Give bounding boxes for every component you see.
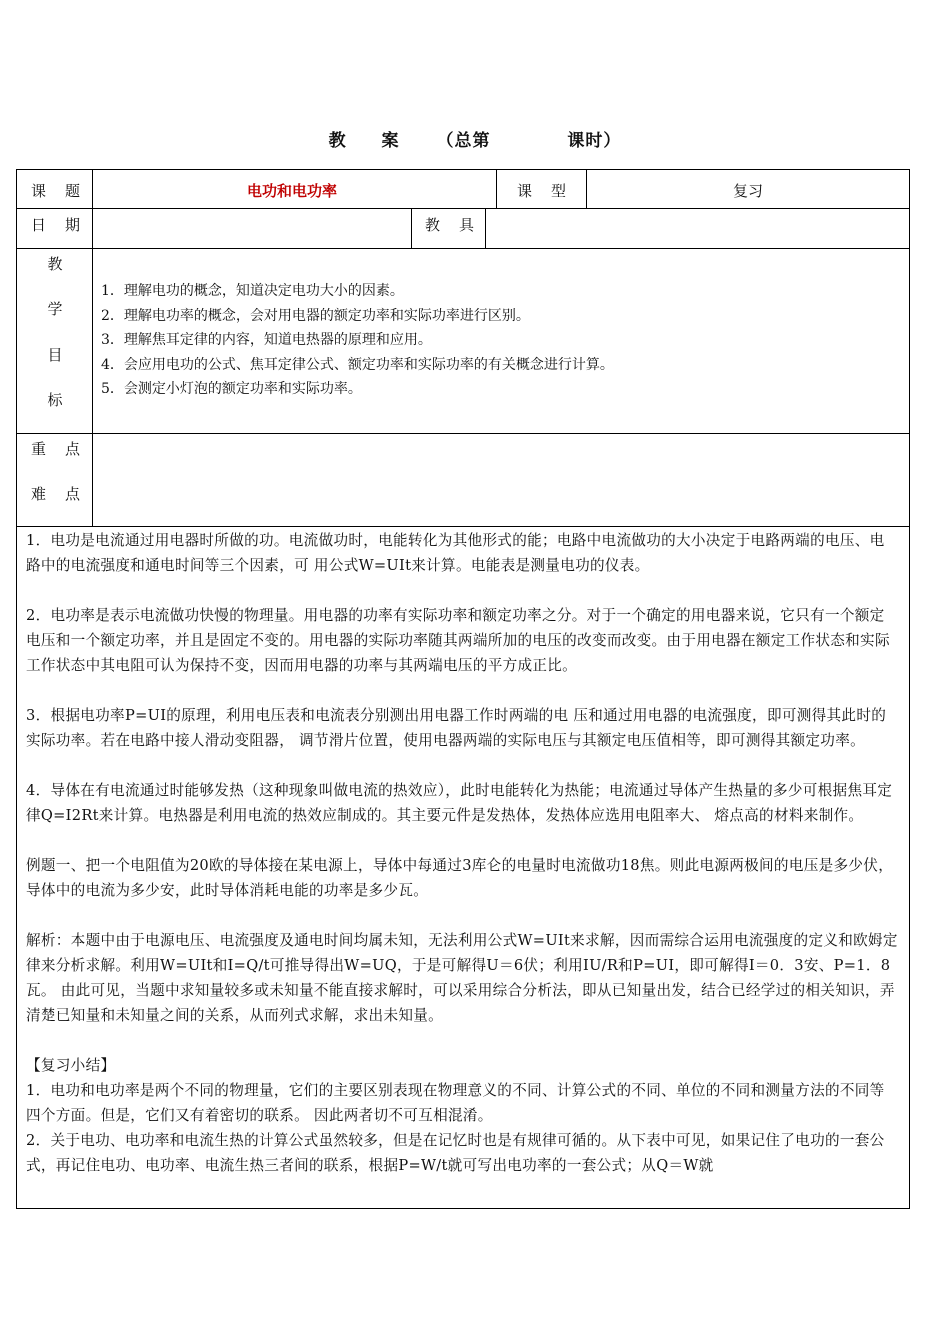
paragraph-joule-law: 4．导体在有电流通过时能够发热（这种现象叫做电流的热效应），此时电能转化为热能；电流通过导体产生热量的多少可根据焦耳定律Q=I2Rt来计算。电热器是利用电流的热效应制成的。其主要元件是发热体，发热体应选用电阻率大、 熔点高的材料来制作。 [26,782,893,824]
paragraph-example: 例题一、把一个电阻值为20欧的导体接在某电源上，导体中每通过3库仑的电量时电流做功18焦。则此电源两极间的电压是多少伏，导体中的电流为多少安，此时导体消耗电能的功率是多少瓦。 [26,857,894,899]
goal-label-2: 学 [47,300,63,318]
goal-item: 4．会应用电功的公式、焦耳定律公式、额定功率和实际功率的有关概念进行计算。 [101,356,614,373]
goal-item: 2．理解电功率的概念，会对用电器的额定功率和实际功率进行区别。 [101,307,530,324]
lesson-plan-table [16,169,910,1209]
row-goals [17,249,909,434]
content-body [26,528,898,1178]
title-an: 案 [381,131,400,151]
label-tools: 教 具 [425,216,477,234]
goal-label-4: 标 [47,391,63,409]
paragraph-electric-power: 2．电功率是表示电流做功快慢的物理量。用电器的功率有实际功率和额定功率之分。对于一个确定的用电器来说，它只有一个额定电压和一个额定功率，并且是固定不变的。用电器的实际功率随其两端所加的电压的改变而改变。由于用电器在额定工作状态和实际工作状态中其电阻可认为保持不变，因而用电器的功率与其两端电压的平方成正比。 [26,607,890,674]
goal-item: 3．理解焦耳定律的内容，知道电热器的原理和应用。 [101,332,432,348]
paragraph-electric-work: 1．电功是电流通过用电器时所做的功。电流做功时，电能转化为其他形式的能；电路中电流做功的大小决定于电路两端的电压、电路中的电流强度和通电时间等三个因素，可 用公式W=UIt来计算。电能表是测量电功的仪表。 [26,532,885,574]
summary-item-1: 1．电功和电功率是两个不同的物理量，它们的主要区别表现在物理意义的不同、计算公式的不同、单位的不同和测量方法的不同等四个方面。但是，它们又有着密切的联系。 因此两者切不可互相混淆。 [26,1082,885,1124]
row-subject [17,170,909,209]
label-date: 日 期 [31,216,83,234]
type-value: 复习 [733,182,764,200]
paragraph-measure-power: 3．根据电功率P=UI的原理，利用电压表和电流表分别测出用电器工作时两端的电 压和通过用电器的电流强度，即可测得其此时的实际功率。若在电路中接人滑动变阻器， 调节滑片位置，使用电器两端的实际电压与其额定电压值相等，即可测得其额定功率。 [26,707,887,749]
goal-label-1: 教 [47,255,63,273]
summary-heading: 【复习小结】 [26,1057,116,1074]
paragraph-analysis: 解析：本题中由于电源电压、电流强度及通电时间均属未知，无法利用公式W=UIt来求解，因而需综合运用电流强度的定义和欧姆定律来分析求解。利用W=UIt和I=Q/t可推导得出W=UQ，于是可解得U＝6伏；利用IU/R和P=UI，即可解得I＝0．3安、P=1．8瓦。 由此可见，当题中求知量较多或未知量不能直接求解时，可以采用综合分析法，即从已知量出发，结合已经学过的相关知识，弄清楚已知量和未知量之间的关系，从而列式求解，求出未知量。 [26,932,898,1024]
goal-item: 1．理解电功的概念，知道决定电功大小的因素。 [101,283,404,299]
document-title [0,126,950,151]
subject-title: 电功和电功率 [247,182,338,200]
label-difficulty: 难 点 [31,485,83,503]
summary-item-2: 2．关于电功、电功率和电流生热的计算公式虽然较多，但是在记忆时也是有规律可循的。从下表中可见，如果记住了电功的一套公式，再记住电功、电功率、电流生热三者间的联系，根据P=W/t就可写出电功率的一套公式；从Q＝W就 [26,1132,885,1174]
label-key: 重 点 [31,440,83,458]
title-jiao: 教 [328,131,347,151]
row-key-points [17,434,909,527]
goal-label-3: 目 [47,346,63,364]
goal-item: 5．会测定小灯泡的额定功率和实际功率。 [101,381,362,397]
title-zongdi: （总第 [436,131,491,151]
label-subject: 课 题 [31,182,83,200]
title-keshi: 课时） [567,131,622,151]
row-date [17,209,909,249]
goal-list [101,279,614,402]
label-type: 课 型 [517,182,569,200]
